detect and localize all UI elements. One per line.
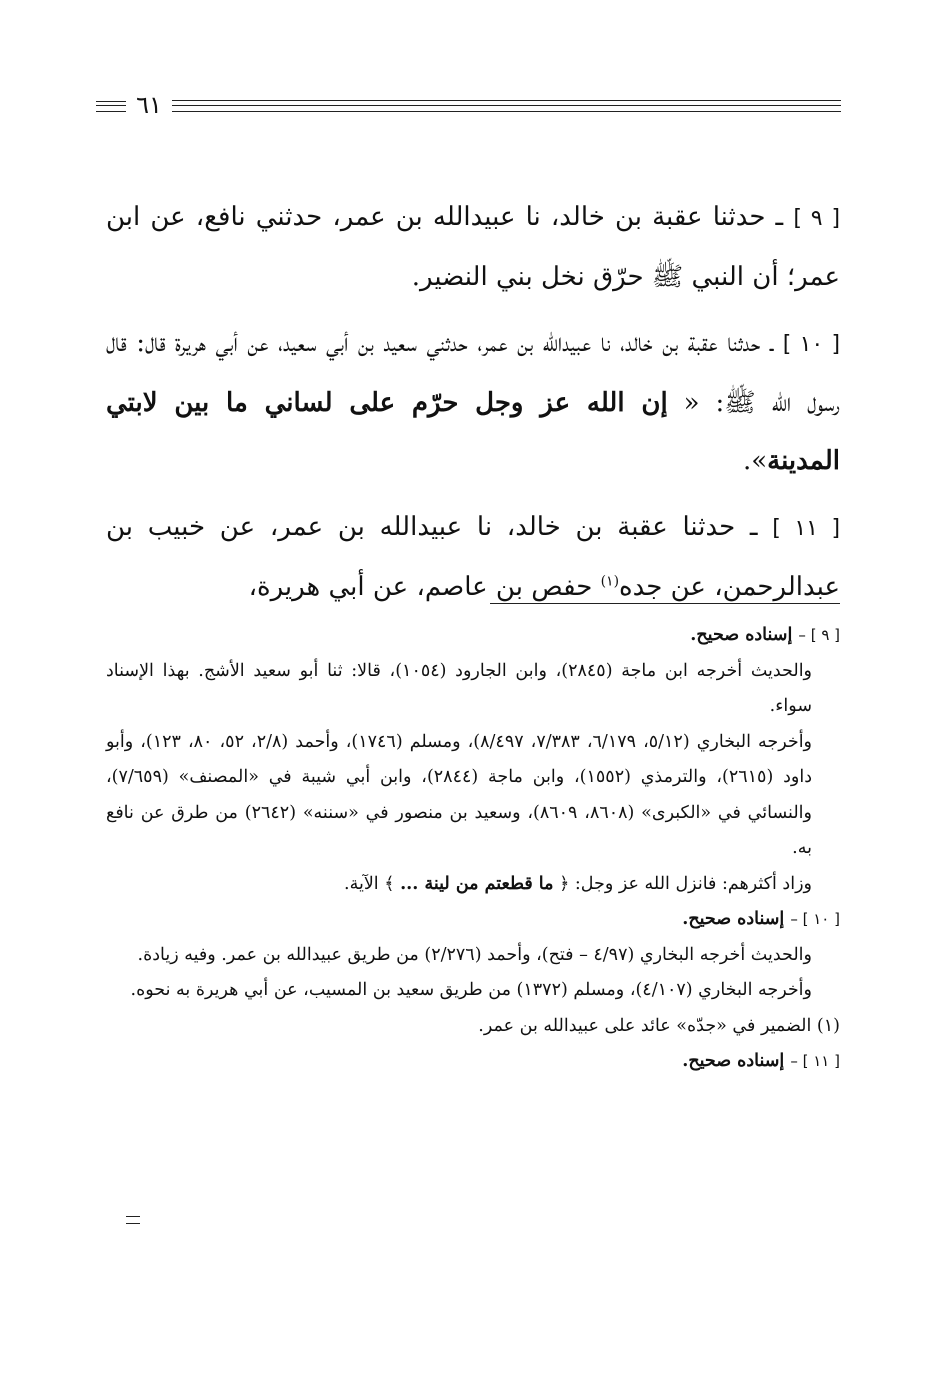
page-header [96, 90, 841, 130]
hadith-11 [106, 498, 840, 616]
note-10-grade: إسناده صحيح. [682, 909, 785, 929]
hadith-10-end: ». [742, 446, 768, 476]
note-9-quran-quote: ما قطعتم من لينة ... [400, 873, 554, 894]
note-10-heading [106, 902, 840, 938]
note-9-para-3-end: ﴾ الآية. [344, 873, 395, 894]
page-number: ٦١ [136, 91, 162, 119]
hadith-9-text: ـ حدثنا عقبة بن خالد، نا عبيدالله بن عمر، حدثني نافع، عن ابن عمر؛ أن النبي ﷺ حرّق نخل بني النضير. [106, 202, 840, 292]
note-9-grade: إسناده صحيح. [690, 625, 793, 645]
note-9-number: [ ٩ ] – [798, 626, 840, 644]
note-9-para-1: والحديث أخرجه ابن ماجة (٢٨٤٥)، وابن الجارود (١٠٥٤)، قالا: ثنا أبو سعيد الأشج. بهذا الإسناد سواء. [106, 660, 813, 716]
note-11-number: [ ١١ ] – [790, 1052, 840, 1070]
hadith-9 [106, 188, 840, 306]
header-rule-left [96, 101, 126, 112]
hadith-10-text: ـ حدثنا عقبة بن خالد، نا عبيدالله بن عمر، حدثني سعيد بن أبي سعيد، عن أبي هريرة قال: قال رسول الله ﷺ: « [106, 328, 840, 418]
hadith-11-number: [ ١١ ] [772, 516, 841, 541]
hadith-11-text: ـ حدثنا عقبة بن خالد، نا عبيدالله بن عمر، عن خبيب بن عبدالرحمن، عن جده [106, 512, 840, 602]
note-9-para-3-text: وزاد أكثرهم: فانزل الله عز وجل: ﴿ [559, 873, 812, 894]
note-10-para-2: وأخرجه البخاري (٤/١٠٧)، ومسلم (١٣٧٢) من طريق سعيد بن المسيب، عن أبي هريرة به نحوه. [130, 980, 812, 1000]
hadith-9-number: [ ٩ ] [793, 206, 841, 231]
note-9-para-3 [106, 867, 812, 903]
note-10-para-1: والحديث أخرجه البخاري (٤/٩٧ – فتح)، وأحمد (٢/٢٧٦) من طريق عبيدالله بن عمر. وفيه زيادة. [137, 944, 812, 965]
hadith-10 [106, 314, 840, 490]
footnotes [106, 618, 840, 1080]
hadith-text [106, 188, 840, 624]
footnote-marker-1: (١) [600, 573, 620, 590]
continuation-mark [126, 1216, 140, 1224]
note-11-grade: إسناده صحيح. [682, 1051, 785, 1071]
hadith-10-number: [ ١٠ ] [782, 332, 841, 357]
note-11-heading [106, 1044, 840, 1080]
header-rule-right [172, 100, 841, 112]
hadith-10-quote: إن الله عز وجل حرّم على لساني ما بين لابتي المدينة [106, 388, 840, 476]
footnote-separator [490, 603, 840, 604]
note-9-heading [106, 618, 840, 654]
footnote-1: (١) الضمير في «جدّه» عائد على عبيدالله بن عمر. [478, 1015, 840, 1036]
note-10-number: [ ١٠ ] – [790, 910, 840, 928]
hadith-11-text-cont: حفص بن عاصم، عن أبي هريرة، [248, 572, 593, 602]
note-9-para-2: وأخرجه البخاري (٥/١٢، ٦/١٧٩، ٧/٣٨٣، ٨/٤٩٧)، ومسلم (١٧٤٦)، وأحمد (٢/٨، ٥٢، ٨٠، ١٢٣)، وأبو داود (٢٦١٥)، والترمذي (١٥٥٢)، وابن ماجة (٢٨٤٤)، وابن أبي شيبة في «المصنف» (٧/٦٥٩)، والنسائي في «الكبرى» (٨٦٠٨، ٨٦٠٩)، وسعيد بن منصور في «سننه» (٢٦٤٢) من طرق عن نافع به. [106, 731, 813, 858]
